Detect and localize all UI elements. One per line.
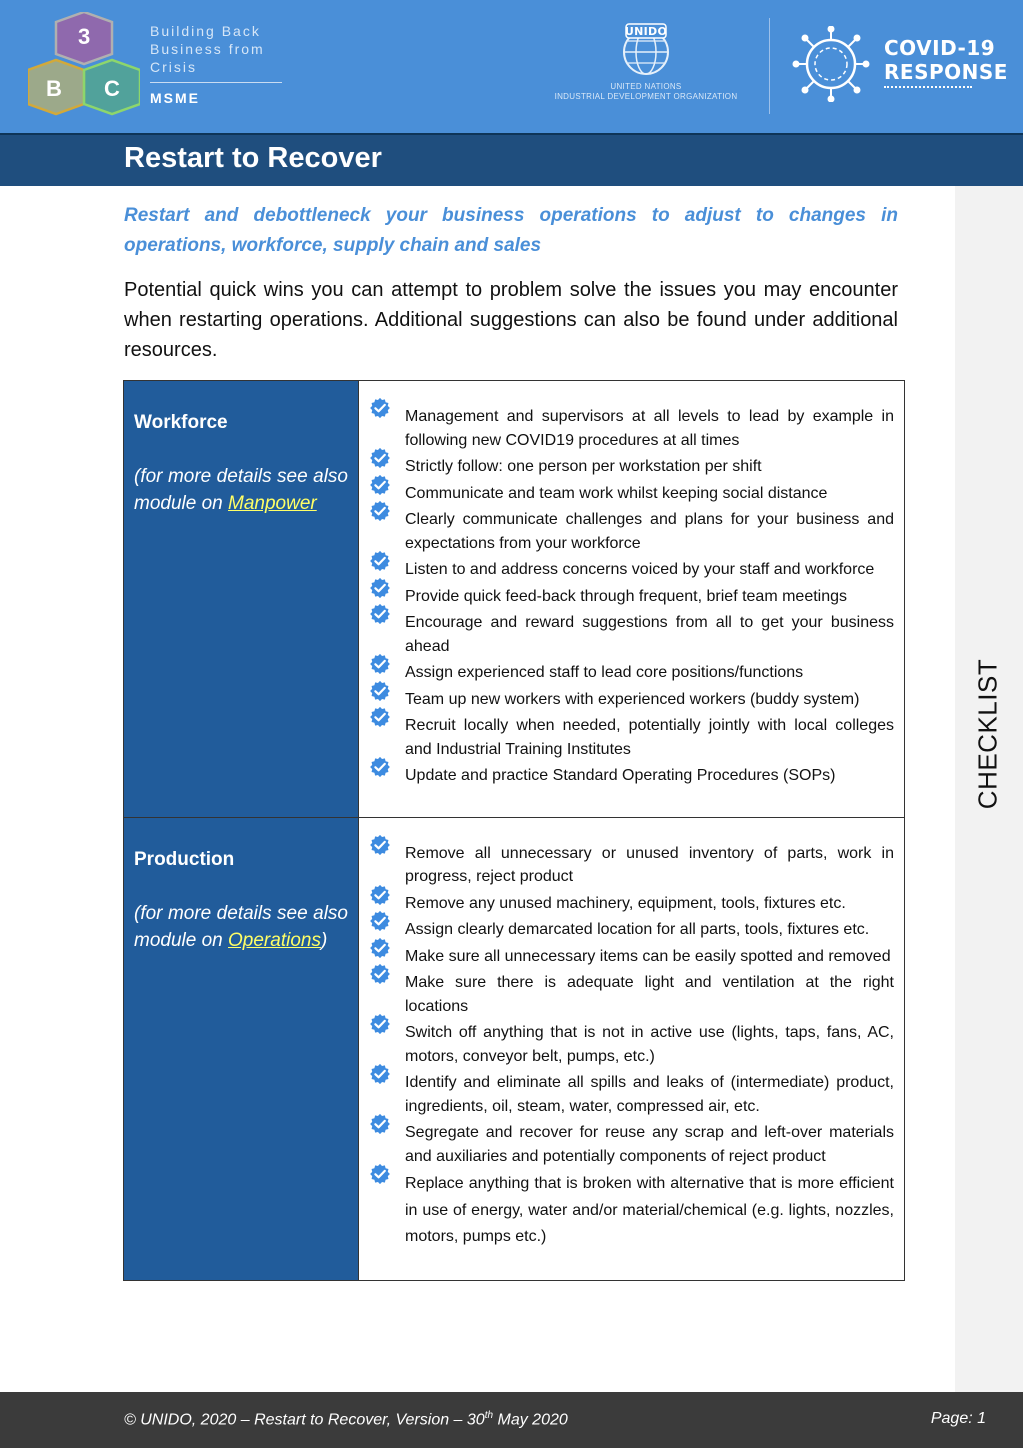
title-bar bbox=[0, 133, 1023, 186]
list-item-text: Switch off anything that is not in active use (lights, taps, fans, AC, motors, conveyor belt, pumps, etc.) bbox=[405, 1024, 894, 1065]
list-item-text: Encourage and reward suggestions from all to get your business ahead bbox=[405, 614, 894, 655]
list-item-text: Strictly follow: one person per workstation per shift bbox=[405, 458, 762, 475]
unido-word: UNIDO bbox=[624, 25, 668, 38]
check-badge-icon bbox=[369, 834, 391, 856]
list-item bbox=[369, 842, 894, 889]
list-item bbox=[369, 482, 894, 506]
operations-module-link[interactable]: Operations bbox=[228, 929, 321, 951]
list-item-text: Identify and eliminate all spills and leaks of (intermediate) product, ingredients, oil, steam, water, compressed air, etc. bbox=[405, 1074, 894, 1115]
list-item-text: Team up new workers with experienced workers (buddy system) bbox=[405, 690, 860, 708]
brand-text bbox=[150, 22, 282, 107]
unido-caption-line-2: INDUSTRIAL DEVELOPMENT ORGANIZATION bbox=[554, 92, 738, 101]
check-badge-icon bbox=[369, 910, 391, 932]
brand-line-3: Crisis bbox=[150, 59, 197, 75]
brand-line-2: Business from bbox=[150, 41, 265, 57]
check-badge-icon bbox=[369, 680, 391, 702]
header-banner bbox=[0, 0, 1023, 133]
footer-sup: th bbox=[484, 1410, 494, 1421]
check-badge-icon bbox=[369, 756, 391, 778]
unido-logo bbox=[540, 22, 752, 102]
check-badge-icon bbox=[369, 1113, 391, 1135]
list-item bbox=[369, 611, 894, 658]
items-cell-workforce bbox=[359, 381, 905, 818]
manpower-module-link[interactable]: Manpower bbox=[228, 493, 317, 514]
cube-letter-c: C bbox=[104, 76, 120, 101]
intro-paragraph: Potential quick wins you can attempt to problem solve the issues you may encounter when restarting operations. Additional suggestions can also be found under additional resources. bbox=[124, 279, 898, 361]
list-item bbox=[369, 405, 894, 452]
check-badge-icon bbox=[369, 550, 391, 572]
check-badge-icon bbox=[369, 1163, 391, 1185]
unido-caption-line-1: UNITED NATIONS bbox=[610, 82, 682, 91]
page-title: Restart to Recover bbox=[124, 142, 382, 174]
brand-divider bbox=[150, 82, 282, 83]
category-note bbox=[134, 900, 348, 954]
table-row-production bbox=[124, 817, 905, 1280]
check-badge-icon bbox=[369, 1063, 391, 1085]
list-item bbox=[369, 1021, 894, 1068]
subtitle: Restart and debottleneck your business operations to adjust to changes in operations, workforce, supply chain and sales bbox=[124, 205, 898, 256]
list-item bbox=[369, 764, 894, 788]
cube-letter-b: B bbox=[46, 76, 62, 101]
check-badge-icon bbox=[369, 706, 391, 728]
list-item-text: Provide quick feed-back through frequent, brief team meetings bbox=[405, 587, 848, 605]
workforce-checklist bbox=[369, 405, 894, 788]
list-item-text: Make sure all unnecessary items can be easily spotted and removed bbox=[405, 947, 891, 965]
category-note-text: (for more details see also module on bbox=[134, 466, 348, 514]
category-note-suffix: ) bbox=[320, 929, 328, 951]
list-item bbox=[369, 1071, 894, 1118]
list-item bbox=[369, 585, 894, 609]
category-note-text: (for more details see also module on bbox=[134, 902, 348, 951]
list-item-text: Remove any unused machinery, equipment, tools, fixtures etc. bbox=[405, 894, 846, 912]
check-badge-icon bbox=[369, 963, 391, 985]
list-item-text: Listen to and address concerns voiced by your staff and workforce bbox=[405, 561, 875, 578]
category-cell-workforce bbox=[124, 381, 359, 818]
checklist-table bbox=[123, 380, 905, 1281]
footer bbox=[0, 1392, 1023, 1448]
sidebar-checklist-label: CHECKLIST bbox=[972, 658, 1003, 810]
check-badge-icon bbox=[369, 447, 391, 469]
check-badge-icon bbox=[369, 474, 391, 496]
production-checklist bbox=[369, 842, 894, 1251]
check-badge-icon bbox=[369, 653, 391, 675]
check-badge-icon bbox=[369, 884, 391, 906]
list-item-text: Management and supervisors at all levels to lead by example in following new COVID19 procedures at all times bbox=[405, 408, 894, 449]
covid-dash-line bbox=[884, 86, 972, 88]
category-note bbox=[134, 463, 348, 517]
footer-copyright-text: © UNIDO, 2020 – Restart to Recover, Version – 30 bbox=[124, 1411, 485, 1429]
list-item-text: Segregate and recover for reuse any scrap and left-over materials and auxiliaries and potentially components of reject product bbox=[405, 1124, 894, 1165]
table-row-workforce bbox=[124, 381, 905, 818]
unido-emblem-icon bbox=[614, 22, 678, 78]
list-item bbox=[369, 455, 894, 479]
check-badge-icon bbox=[369, 603, 391, 625]
check-badge-icon bbox=[369, 397, 391, 419]
header-divider bbox=[769, 18, 770, 114]
check-badge-icon bbox=[369, 937, 391, 959]
list-item bbox=[369, 918, 894, 942]
covid-response-label bbox=[884, 36, 1008, 88]
covid-virus-globe-icon bbox=[792, 26, 870, 102]
list-item-text: Assign experienced staff to lead core positions/functions bbox=[405, 664, 804, 681]
footer-copyright bbox=[124, 1410, 568, 1429]
category-cell-production bbox=[124, 817, 359, 1280]
list-item-text: Assign clearly demarcated location for all parts, tools, fixtures etc. bbox=[405, 921, 870, 938]
check-badge-icon bbox=[369, 500, 391, 522]
list-item bbox=[369, 688, 894, 712]
list-item bbox=[369, 971, 894, 1018]
footer-date: May 2020 bbox=[493, 1411, 568, 1429]
list-item bbox=[369, 508, 894, 555]
list-item-text: Recruit locally when needed, potentially jointly with local colleges and Industrial Training Institutes bbox=[405, 717, 894, 758]
list-item bbox=[369, 558, 894, 582]
list-item-text: Clearly communicate challenges and plans for your business and expectations from your workforce bbox=[405, 511, 894, 552]
list-item bbox=[369, 1121, 894, 1168]
list-item-text: Replace anything that is broken with alternative that is more efficient in use of energy, water and/or material/chemical (e.g. lights, nozzles, motors, pumps etc.) bbox=[405, 1175, 894, 1245]
list-item bbox=[369, 714, 894, 761]
brand-line-1: Building Back bbox=[150, 23, 261, 39]
list-item bbox=[369, 661, 894, 685]
list-item bbox=[369, 1171, 894, 1251]
cube-letter-3: 3 bbox=[78, 24, 91, 49]
category-title: Workforce bbox=[134, 412, 228, 433]
list-item-text: Communicate and team work whilst keeping social distance bbox=[405, 484, 828, 502]
list-item-text: Update and practice Standard Operating Procedures (SOPs) bbox=[405, 767, 836, 784]
covid-line-2: RESPONSE bbox=[884, 60, 1008, 84]
bbc-cubes-logo-icon bbox=[28, 12, 140, 124]
check-badge-icon bbox=[369, 1013, 391, 1035]
list-item-text: Remove all unnecessary or unused inventory of parts, work in progress, reject product bbox=[405, 844, 894, 885]
items-cell-production bbox=[359, 817, 905, 1280]
list-item-text: Make sure there is adequate light and ventilation at the right locations bbox=[405, 974, 894, 1015]
brand-msme: MSME bbox=[150, 90, 200, 106]
list-item bbox=[369, 892, 894, 916]
category-title: Production bbox=[134, 848, 235, 870]
list-item bbox=[369, 945, 894, 969]
footer-page-number: Page: 1 bbox=[930, 1410, 986, 1427]
covid-line-1: COVID-19 bbox=[884, 36, 996, 60]
check-badge-icon bbox=[369, 577, 391, 599]
